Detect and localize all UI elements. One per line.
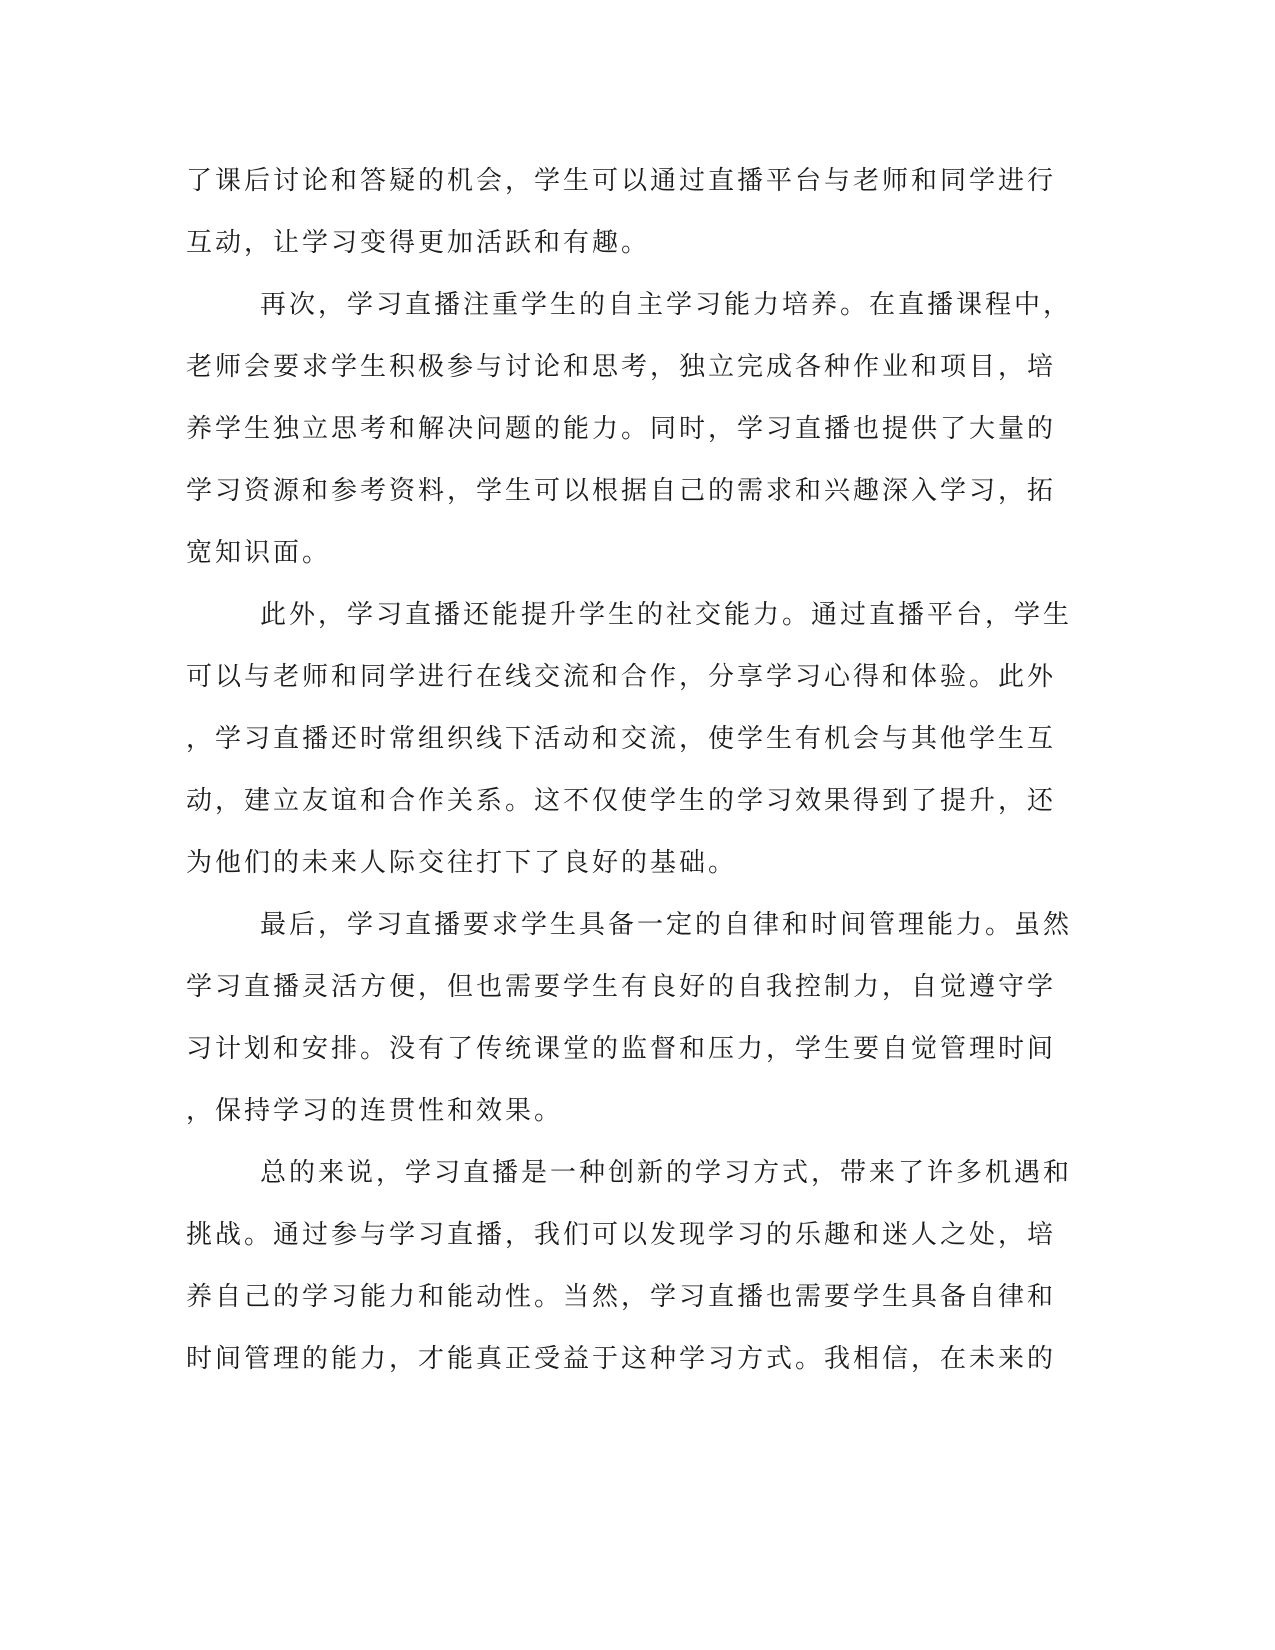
text-line: 动，建立友谊和合作关系。这不仅使学生的学习效果得到了提升，还: [186, 786, 1057, 816]
text-line: 时间管理的能力，才能真正受益于这种学习方式。我相信，在未来的: [186, 1344, 1057, 1374]
text-line: 互动，让学习变得更加活跃和有趣。: [186, 228, 651, 258]
text-line: 宽知识面。: [186, 538, 332, 568]
text-line: 养学生独立思考和解决问题的能力。同时，学习直播也提供了大量的: [186, 414, 1057, 444]
paragraph-start-line: 最后，学习直播要求学生具备一定的自律和时间管理能力。虽然: [260, 910, 1073, 940]
text-line: ，保持学习的连贯性和效果。: [186, 1096, 564, 1126]
text-line: ，学习直播还时常组织线下活动和交流，使学生有机会与其他学生互: [186, 724, 1057, 754]
paragraph-start-line: 总的来说，学习直播是一种创新的学习方式，带来了许多机遇和: [260, 1158, 1073, 1188]
paragraph-start-line: 此外，学习直播还能提升学生的社交能力。通过直播平台，学生: [260, 600, 1073, 630]
text-line: 老师会要求学生积极参与讨论和思考，独立完成各种作业和项目，培: [186, 352, 1057, 382]
text-line: 习计划和安排。没有了传统课堂的监督和压力，学生要自觉管理时间: [186, 1034, 1057, 1064]
text-line: 挑战。通过参与学习直播，我们可以发现学习的乐趣和迷人之处，培: [186, 1220, 1057, 1250]
text-line: 为他们的未来人际交往打下了良好的基础。: [186, 848, 738, 878]
document-body: [186, 150, 1073, 1390]
paragraph-start-line: 再次，学习直播注重学生的自主学习能力培养。在直播课程中，: [260, 290, 1073, 320]
text-line: 学习资源和参考资料，学生可以根据自己的需求和兴趣深入学习，拓: [186, 476, 1057, 506]
text-line: 了课后讨论和答疑的机会，学生可以通过直播平台与老师和同学进行: [186, 166, 1057, 196]
text-line: 学习直播灵活方便，但也需要学生有良好的自我控制力，自觉遵守学: [186, 972, 1057, 1002]
text-line: 可以与老师和同学进行在线交流和合作，分享学习心得和体验。此外: [186, 662, 1057, 692]
text-line: 养自己的学习能力和能动性。当然，学习直播也需要学生具备自律和: [186, 1282, 1057, 1312]
